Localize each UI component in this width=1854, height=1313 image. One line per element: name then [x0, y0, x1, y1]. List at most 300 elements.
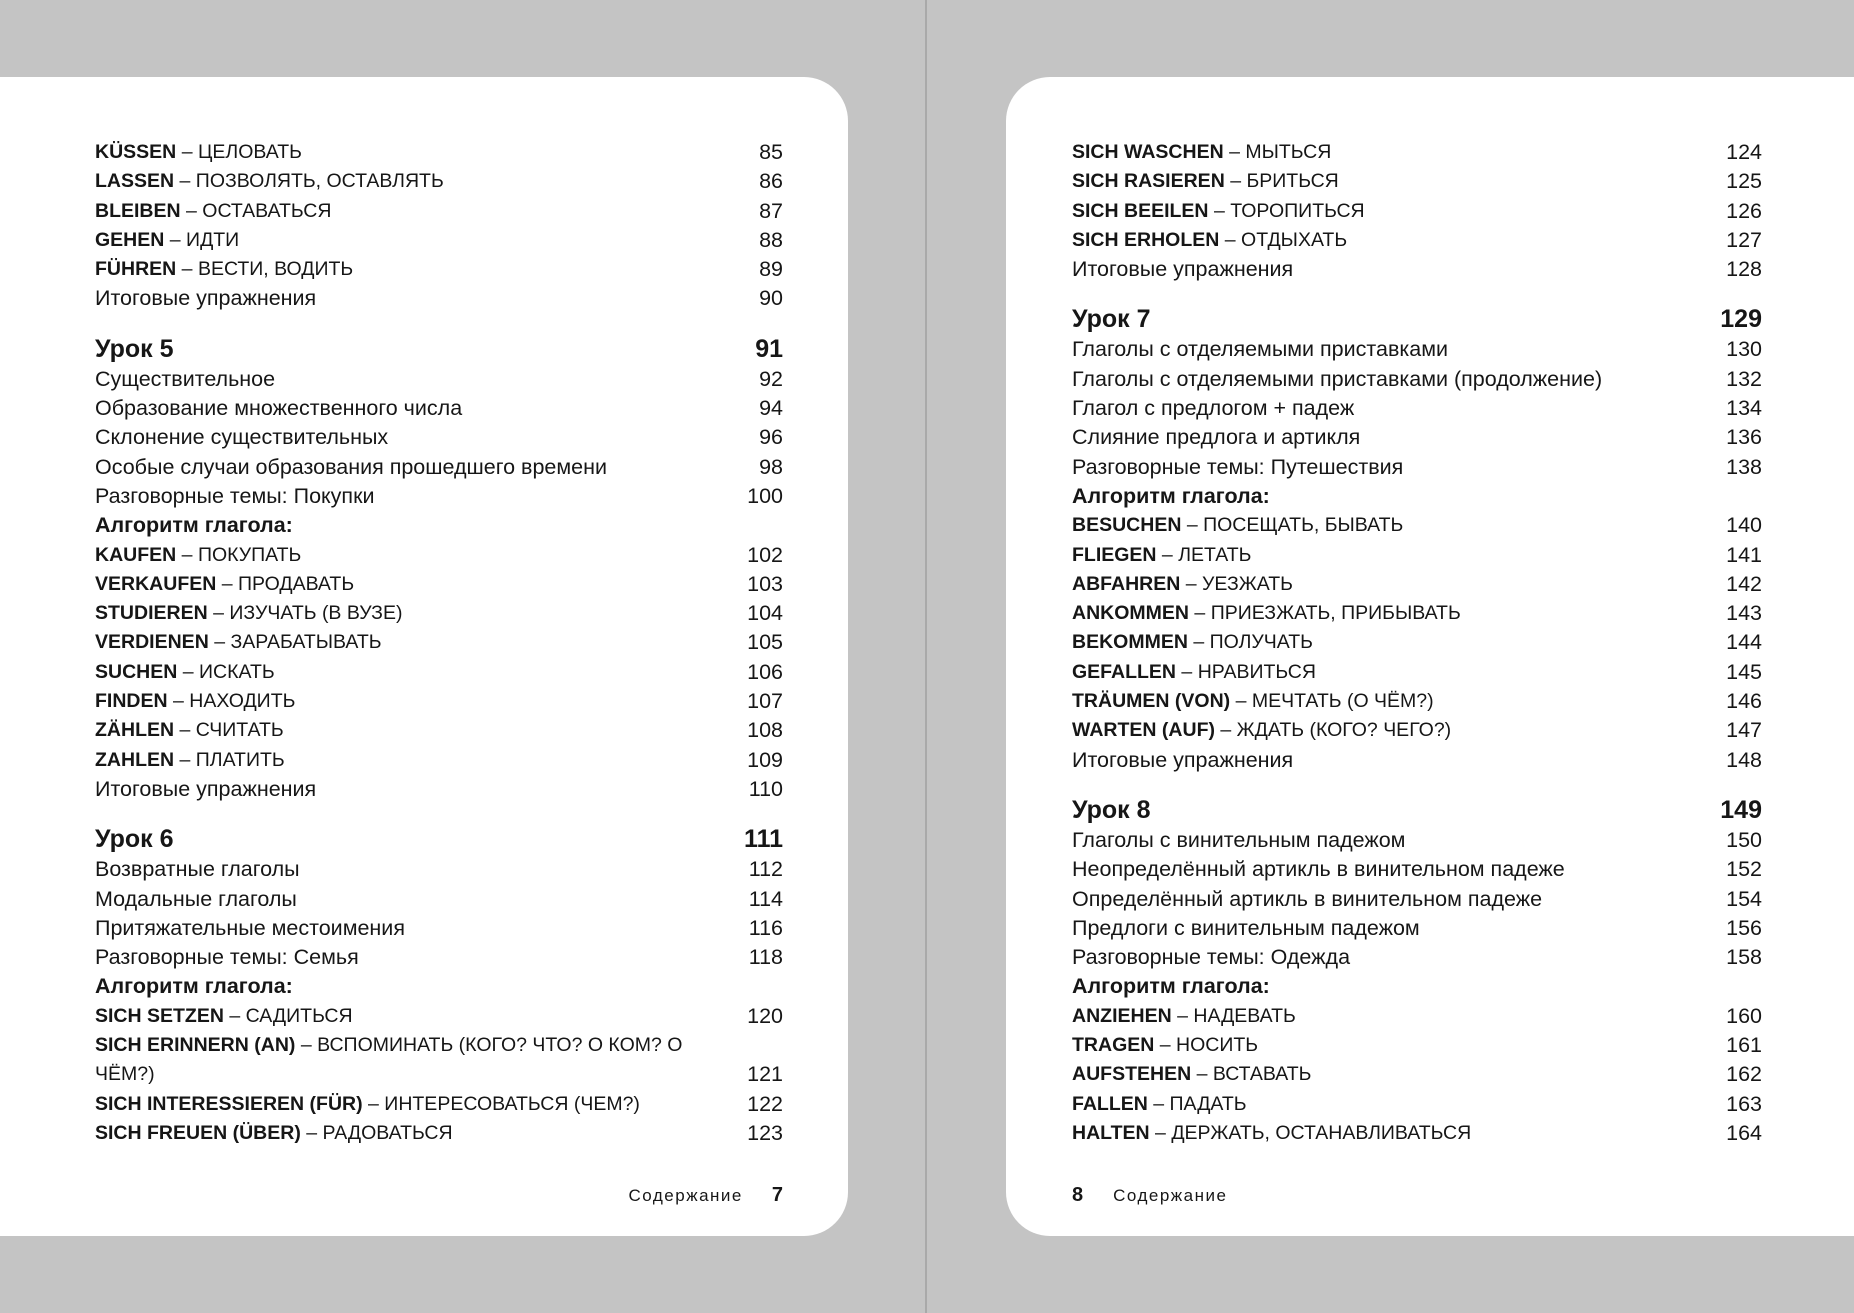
toc-entry: [1072, 855, 1762, 884]
dash-separator: –: [1176, 660, 1198, 683]
verb-entry: [1072, 570, 1762, 599]
page-ref: 109: [747, 747, 783, 772]
entry-title: [1072, 1119, 1726, 1148]
toc-entry: [95, 943, 783, 972]
page-ref: 146: [1726, 689, 1762, 714]
verb-entry: [1072, 226, 1762, 255]
page-ref: 148: [1726, 747, 1762, 772]
entry-title: [95, 716, 747, 745]
page-ref: 121: [747, 1062, 783, 1087]
entry-title: Глагол с предлогом + падеж: [1072, 396, 1355, 421]
verb-entry: [95, 746, 783, 775]
page-footer-left: [629, 1184, 783, 1207]
page-ref: 126: [1726, 198, 1762, 223]
entry-title: Урок 7: [1072, 305, 1151, 334]
entry-title: Модальные глаголы: [95, 886, 297, 911]
verb-russian: ПРОДАВАТЬ: [238, 572, 355, 595]
dash-separator: –: [177, 660, 200, 683]
verb-entry: [1072, 1119, 1762, 1148]
verb-german: SICH RASIEREN: [1072, 170, 1225, 193]
verb-russian: ИЗУЧАТЬ (В ВУЗЕ): [229, 602, 403, 625]
verb-german: KÜSSEN: [95, 141, 177, 163]
verb-entry: [95, 599, 783, 628]
verb-german: FÜHREN: [95, 258, 177, 281]
toc-entry: [1072, 255, 1762, 284]
dash-separator: –: [174, 170, 196, 193]
entry-title: [1072, 511, 1726, 540]
verb-german: ANKOMMEN: [1072, 602, 1189, 625]
page-ref: 85: [759, 140, 783, 164]
dash-separator: –: [1189, 602, 1211, 625]
verb-entry: [1072, 687, 1762, 716]
verb-german: FALLEN: [1072, 1092, 1148, 1115]
entry-title: [1072, 1090, 1726, 1119]
verb-entry: [1072, 167, 1762, 196]
page-ref: 88: [759, 227, 783, 252]
page-ref: 96: [759, 425, 783, 450]
verb-entry: [95, 1119, 783, 1148]
toc-entry: [95, 453, 783, 482]
entry-title: [95, 197, 759, 226]
dash-separator: –: [223, 1004, 246, 1027]
page-ref: 118: [748, 945, 783, 970]
verb-russian: ТОРОПИТЬСЯ: [1230, 199, 1365, 222]
verb-german: KAUFEN: [95, 543, 177, 566]
page-ref: 164: [1726, 1120, 1762, 1145]
verb-russian: ОТДЫХАТЬ: [1241, 228, 1348, 251]
entry-title: Неопределённый артикль в винительном падеже: [1072, 857, 1565, 882]
page-ref: 120: [747, 1003, 783, 1028]
verb-german: ZÄHLEN: [95, 719, 175, 742]
algorithm-heading: [95, 972, 783, 1001]
verb-entry: [1072, 1090, 1762, 1119]
book-gutter: [925, 0, 927, 1313]
entry-title: Притяжательные местоимения: [95, 915, 405, 940]
entry-title: Урок 5: [95, 334, 174, 363]
algorithm-heading: [1072, 482, 1762, 511]
verb-entry: [1072, 1060, 1762, 1089]
page-left: [0, 77, 848, 1236]
entry-title: [1072, 197, 1726, 226]
verb-russian: ПОЗВОЛЯТЬ, ОСТАВЛЯТЬ: [195, 170, 444, 193]
entry-title: Глаголы с винительным падежом: [1072, 827, 1406, 852]
entry-title: [95, 599, 747, 628]
entry-title: Алгоритм глагола:: [95, 513, 293, 538]
verb-russian: ИНТЕРЕСОВАТЬСЯ (ЧЕМ?): [384, 1092, 640, 1115]
verb-russian: ПОЛУЧАТЬ: [1209, 631, 1313, 654]
toc-entry: [95, 482, 783, 511]
verb-entry: [95, 138, 783, 167]
verb-russian: ПОКУПАТЬ: [197, 543, 302, 566]
dash-separator: –: [1181, 514, 1204, 537]
verb-russian: ВСПОМИНАТЬ (КОГО? ЧТО? О КОМ? О ЧЁМ?): [95, 1034, 683, 1086]
toc-entry: [1072, 423, 1762, 452]
verb-german: LASSEN: [95, 170, 175, 193]
dash-separator: –: [167, 690, 190, 713]
dash-separator: –: [1147, 1092, 1170, 1115]
verb-german: GEFALLEN: [1072, 660, 1177, 683]
page-ref: 100: [747, 483, 783, 508]
page-number: 8: [1072, 1184, 1084, 1206]
page-ref: 140: [1726, 513, 1762, 538]
verb-german: VERKAUFEN: [95, 572, 217, 595]
page-ref: 143: [1726, 601, 1762, 626]
dash-separator: –: [295, 1034, 318, 1057]
verb-german: AUFSTEHEN: [1072, 1063, 1192, 1086]
toc-entry: [95, 394, 783, 423]
entry-title: Урок 6: [95, 825, 174, 854]
page-ref: 111: [744, 825, 783, 854]
entry-title: [95, 226, 759, 255]
dash-separator: –: [174, 719, 196, 742]
entry-title: [1072, 226, 1726, 255]
toc-entry: [95, 365, 783, 394]
verb-russian: ДЕРЖАТЬ, ОСТАНАВЛИВАТЬСЯ: [1171, 1121, 1472, 1144]
entry-title: [1072, 687, 1726, 716]
page-ref: 130: [1726, 337, 1762, 362]
verb-german: SICH FREUEN (ÜBER): [95, 1121, 301, 1144]
dash-separator: –: [1219, 228, 1242, 251]
page-ref: 122: [747, 1091, 783, 1116]
verb-entry: [1072, 138, 1762, 167]
page-ref: 141: [1726, 542, 1762, 567]
dash-separator: –: [1180, 572, 1203, 595]
page-ref: 124: [1726, 140, 1762, 164]
verb-entry: [1072, 197, 1762, 226]
dash-separator: –: [180, 199, 203, 222]
dash-separator: –: [1154, 1034, 1177, 1057]
page-ref: 150: [1726, 827, 1762, 852]
dash-separator: –: [1191, 1063, 1213, 1086]
toc-entry: [95, 423, 783, 452]
toc-entry: [1072, 826, 1762, 855]
verb-russian: БРИТЬСЯ: [1246, 170, 1339, 193]
entry-title: [1072, 138, 1726, 167]
verb-entry: [95, 226, 783, 255]
toc-entry: [95, 855, 783, 884]
dash-separator: –: [1224, 170, 1247, 193]
footer-section-label: Содержание: [1113, 1186, 1228, 1205]
dash-separator: –: [1149, 1121, 1172, 1144]
page-ref: 104: [747, 601, 783, 626]
page-ref: 132: [1726, 366, 1762, 391]
verb-german: BESUCHEN: [1072, 514, 1182, 537]
page-ref: 98: [759, 454, 783, 479]
verb-entry: [95, 628, 783, 657]
dash-separator: –: [1187, 631, 1210, 654]
verb-german: SICH ERINNERN (AN): [95, 1034, 296, 1057]
entry-title: [95, 138, 759, 167]
verb-russian: УЕЗЖАТЬ: [1202, 572, 1293, 595]
page-ref: 149: [1720, 795, 1762, 824]
entry-title: [1072, 541, 1726, 570]
dash-separator: –: [174, 748, 196, 771]
verb-entry: [95, 255, 783, 284]
verb-russian: НРАВИТЬСЯ: [1197, 660, 1316, 683]
dash-separator: –: [207, 602, 230, 625]
entry-title: [1072, 658, 1726, 687]
verb-german: SICH INTERESSIEREN (FÜR): [95, 1092, 363, 1115]
verb-german: SICH BEEILEN: [1072, 199, 1209, 222]
entry-title: Определённый артикль в винительном падеже: [1072, 886, 1543, 911]
dash-separator: –: [1230, 690, 1252, 713]
page-number: 7: [771, 1184, 783, 1206]
dash-separator: –: [216, 572, 239, 595]
toc-entry: [95, 775, 783, 804]
verb-german: ABFAHREN: [1072, 572, 1181, 595]
page-ref: 92: [759, 366, 783, 391]
entry-title: Слияние предлога и артикля: [1072, 425, 1361, 450]
toc-entry: [1072, 885, 1762, 914]
verb-entry: [1072, 541, 1762, 570]
verb-russian: ИДТИ: [186, 228, 240, 251]
entry-title: [95, 1090, 747, 1119]
dash-separator: –: [176, 141, 198, 163]
verb-entry: [1072, 1031, 1762, 1060]
page-ref: 123: [747, 1120, 783, 1145]
entry-title: Глаголы с отделяемыми приставками: [1072, 337, 1449, 362]
verb-german: SICH WASCHEN: [1072, 141, 1224, 163]
lesson-heading: [95, 824, 783, 855]
entry-title: Предлоги с винительным падежом: [1072, 915, 1420, 940]
page-ref: 108: [747, 718, 783, 743]
entry-title: [95, 1119, 747, 1148]
page-ref: 144: [1726, 630, 1762, 655]
dash-separator: –: [1223, 141, 1246, 163]
verb-russian: МЫТЬСЯ: [1245, 141, 1332, 163]
entry-title: Особые случаи образования прошедшего времени: [95, 454, 608, 479]
entry-title: Разговорные темы: Покупки: [95, 483, 375, 508]
verb-german: ANZIEHEN: [1072, 1004, 1172, 1027]
page-ref: 128: [1726, 257, 1762, 282]
page-ref: 86: [759, 169, 783, 194]
algorithm-heading: [1072, 972, 1762, 1001]
page-ref: 89: [759, 257, 783, 282]
verb-entry: [95, 1031, 783, 1090]
entry-title: [1072, 570, 1726, 599]
page-ref: 107: [747, 689, 783, 714]
entry-title: [95, 746, 747, 775]
entry-title: [95, 1031, 747, 1090]
toc-entry: [95, 284, 783, 313]
toc-entry: [1072, 943, 1762, 972]
entry-title: [95, 687, 747, 716]
page-ref: 110: [748, 776, 783, 801]
toc-entry: [1072, 335, 1762, 364]
verb-german: WARTEN (AUF): [1072, 719, 1215, 742]
entry-title: [95, 628, 747, 657]
page-ref: 160: [1726, 1003, 1762, 1028]
verb-entry: [1072, 599, 1762, 628]
verb-russian: НОСИТЬ: [1176, 1034, 1259, 1057]
page-ref: 163: [1726, 1091, 1762, 1116]
verb-entry: [95, 197, 783, 226]
entry-title: Склонение существительных: [95, 425, 389, 450]
dash-separator: –: [1208, 199, 1231, 222]
entry-title: Глаголы с отделяемыми приставками (продолжение): [1072, 366, 1603, 391]
page-ref: 152: [1726, 857, 1762, 882]
page-ref: 145: [1726, 659, 1762, 684]
toc-entry: [95, 914, 783, 943]
entry-title: [95, 570, 747, 599]
dash-separator: –: [1214, 719, 1237, 742]
verb-german: HALTEN: [1072, 1121, 1150, 1144]
verb-russian: САДИТЬСЯ: [245, 1004, 353, 1027]
page-ref: 142: [1726, 571, 1762, 596]
page-ref: 125: [1726, 169, 1762, 194]
toc-entry: [1072, 365, 1762, 394]
entry-title: Возвратные глаголы: [95, 857, 300, 882]
page-ref: 134: [1726, 396, 1762, 421]
page-ref: 136: [1726, 425, 1762, 450]
verb-entry: [1072, 658, 1762, 687]
entry-title: Урок 8: [1072, 795, 1151, 824]
entry-title: Алгоритм глагола:: [95, 974, 293, 999]
entry-title: [1072, 599, 1726, 628]
dash-separator: –: [176, 543, 198, 566]
verb-entry: [95, 570, 783, 599]
verb-entry: [1072, 716, 1762, 745]
entry-title: Разговорные темы: Семья: [95, 945, 359, 970]
entry-title: [1072, 628, 1726, 657]
algorithm-heading: [95, 511, 783, 540]
verb-entry: [1072, 511, 1762, 540]
page-ref: 94: [759, 396, 783, 421]
entry-title: [95, 658, 747, 687]
verb-entry: [95, 1002, 783, 1031]
page-ref: 90: [759, 286, 783, 311]
toc-entry: [95, 885, 783, 914]
verb-russian: НАХОДИТЬ: [189, 690, 296, 713]
entry-title: [95, 167, 759, 196]
verb-german: TRAGEN: [1072, 1034, 1155, 1057]
verb-german: GEHEN: [95, 228, 165, 251]
entry-title: Разговорные темы: Одежда: [1072, 945, 1351, 970]
entry-title: Существительное: [95, 366, 276, 391]
verb-russian: ПОСЕЩАТЬ, БЫВАТЬ: [1203, 514, 1404, 537]
verb-russian: СЧИТАТЬ: [195, 719, 284, 742]
dash-separator: –: [1156, 543, 1179, 566]
verb-german: BLEIBEN: [95, 199, 181, 222]
page-ref: 91: [755, 334, 783, 363]
toc-entry: [1072, 746, 1762, 775]
footer-section-label: Содержание: [628, 1186, 743, 1205]
dash-separator: –: [176, 258, 198, 281]
toc-list-left: [95, 138, 783, 1148]
page-footer-right: [1072, 1184, 1227, 1207]
page-ref: 102: [747, 542, 783, 567]
page-ref: 116: [748, 915, 783, 940]
verb-russian: ПРИЕЗЖАТЬ, ПРИБЫВАТЬ: [1210, 602, 1461, 625]
verb-russian: ПАДАТЬ: [1169, 1092, 1247, 1115]
verb-russian: ИСКАТЬ: [199, 660, 275, 683]
dash-separator: –: [164, 228, 187, 251]
page-ref: 154: [1726, 886, 1762, 911]
verb-german: ZAHLEN: [95, 748, 175, 771]
entry-title: [1072, 167, 1726, 196]
toc-entry: [1072, 453, 1762, 482]
verb-entry: [95, 658, 783, 687]
page-right: [1006, 77, 1854, 1236]
page-ref: 162: [1726, 1062, 1762, 1087]
verb-german: FINDEN: [95, 690, 168, 713]
entry-title: [1072, 1002, 1726, 1031]
page-ref: 105: [747, 630, 783, 655]
entry-title: [95, 1002, 747, 1031]
verb-russian: ВСТАВАТЬ: [1212, 1063, 1312, 1086]
verb-entry: [95, 541, 783, 570]
verb-russian: РАДОВАТЬСЯ: [322, 1121, 453, 1144]
dash-separator: –: [1171, 1004, 1194, 1027]
page-ref: 161: [1726, 1033, 1762, 1058]
verb-entry: [95, 1090, 783, 1119]
dash-separator: –: [300, 1121, 323, 1144]
page-ref: 112: [748, 857, 783, 882]
entry-title: [95, 541, 747, 570]
verb-russian: ЖДАТЬ (КОГО? ЧЕГО?): [1236, 719, 1452, 742]
page-ref: 158: [1726, 945, 1762, 970]
page-ref: 147: [1726, 718, 1762, 743]
entry-title: Итоговые упражнения: [1072, 747, 1294, 772]
verb-german: FLIEGEN: [1072, 543, 1157, 566]
verb-german: SICH SETZEN: [95, 1004, 224, 1027]
verb-german: SUCHEN: [95, 660, 178, 683]
verb-russian: ЛЕТАТЬ: [1178, 543, 1252, 566]
entry-title: [1072, 1060, 1726, 1089]
lesson-heading: [95, 334, 783, 365]
page-ref: 138: [1726, 454, 1762, 479]
dash-separator: –: [208, 631, 231, 654]
page-ref: 129: [1720, 305, 1762, 334]
toc-list-right: [1072, 138, 1762, 1148]
verb-russian: ВЕСТИ, ВОДИТЬ: [197, 258, 354, 281]
entry-title: Алгоритм глагола:: [1072, 483, 1270, 508]
entry-title: Разговорные темы: Путешествия: [1072, 454, 1404, 479]
verb-german: SICH ERHOLEN: [1072, 228, 1220, 251]
toc-entry: [1072, 394, 1762, 423]
lesson-heading: [1072, 795, 1762, 826]
verb-russian: НАДЕВАТЬ: [1193, 1004, 1296, 1027]
verb-entry: [95, 687, 783, 716]
verb-entry: [95, 167, 783, 196]
verb-entry: [1072, 628, 1762, 657]
verb-russian: ОСТАВАТЬСЯ: [202, 199, 332, 222]
entry-title: Алгоритм глагола:: [1072, 974, 1270, 999]
verb-russian: ЗАРАБАТЫВАТЬ: [230, 631, 382, 654]
entry-title: [95, 255, 759, 284]
verb-entry: [95, 716, 783, 745]
entry-title: Итоговые упражнения: [1072, 257, 1294, 282]
entry-title: Образование множественного числа: [95, 396, 463, 421]
verb-russian: ЦЕЛОВАТЬ: [197, 141, 302, 163]
toc-entry: [1072, 914, 1762, 943]
entry-title: Итоговые упражнения: [95, 776, 317, 801]
lesson-heading: [1072, 304, 1762, 335]
page-ref: 106: [747, 659, 783, 684]
verb-russian: ПЛАТИТЬ: [195, 748, 285, 771]
verb-german: BEKOMMEN: [1072, 631, 1188, 654]
page-ref: 87: [759, 198, 783, 223]
verb-german: STUDIEREN: [95, 602, 208, 625]
entry-title: [1072, 716, 1726, 745]
page-ref: 156: [1726, 915, 1762, 940]
verb-german: TRÄUMEN (VON): [1072, 690, 1231, 713]
page-ref: 114: [748, 886, 783, 911]
verb-russian: МЕЧТАТЬ (О ЧЁМ?): [1251, 690, 1434, 713]
page-ref: 103: [747, 571, 783, 596]
entry-title: Итоговые упражнения: [95, 286, 317, 311]
dash-separator: –: [362, 1092, 385, 1115]
